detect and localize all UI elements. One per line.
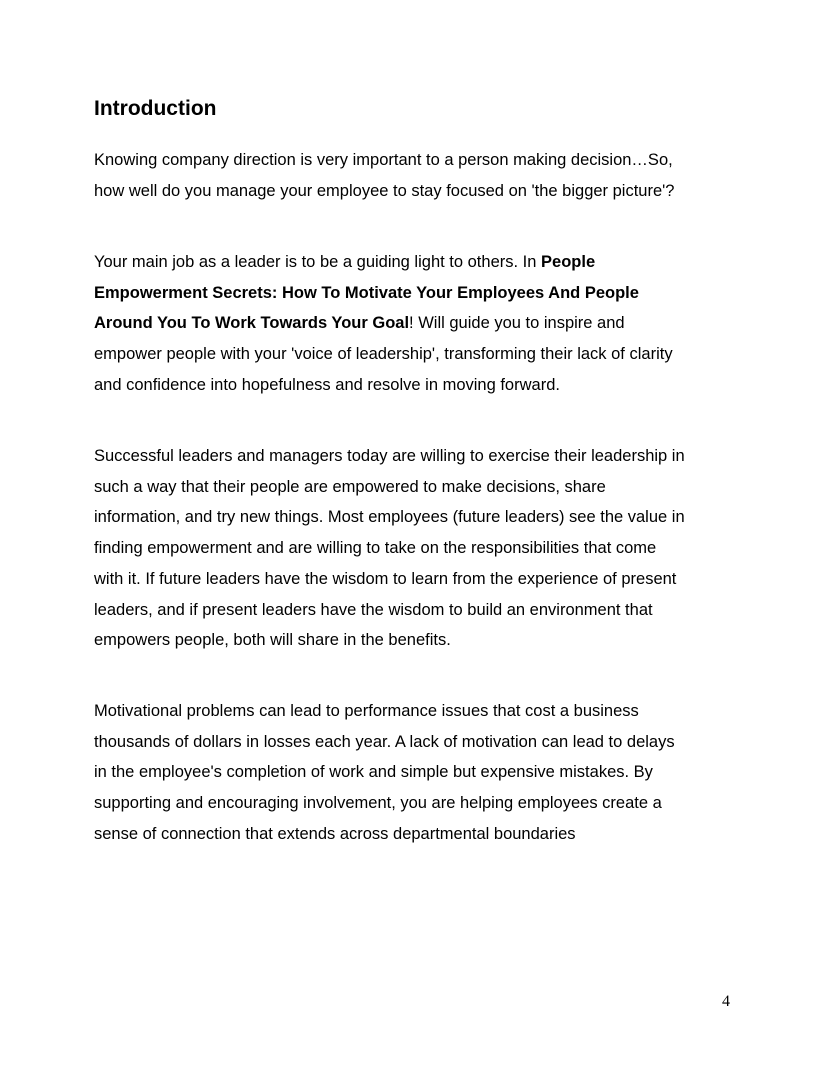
- book-title-part: Around You To Work Towards Your Goal: [94, 314, 410, 333]
- paragraph-line: Successful leaders and managers today are willing to exercise their leadership in: [94, 447, 685, 465]
- paragraph-line: and confidence into hopefulness and resolve in moving forward.: [94, 375, 560, 394]
- paragraph-line: such a way that their people are empowered to make decisions, share: [94, 477, 606, 496]
- paragraph-line: how well do you manage your employee to stay focused on 'the bigger picture'?: [94, 181, 675, 200]
- page-number: 4: [722, 993, 730, 1010]
- paragraph-line: [94, 247, 744, 278]
- paragraph-line: Motivational problems can lead to performance issues that cost a business: [94, 702, 639, 720]
- paragraph-line: supporting and encouraging involvement, you are helping employees create a: [94, 794, 662, 813]
- paragraph-line: leaders, and if present leaders have the wisdom to build an environment that: [94, 600, 653, 619]
- paragraph-line: in the employee's completion of work and simple but expensive mistakes. By: [94, 763, 653, 782]
- text-run: ! Will guide you to inspire and: [409, 314, 625, 333]
- text-run: Your main job as a leader is to be a guiding light to others. In: [94, 253, 542, 271]
- paragraph-line: Knowing company direction is very important to a person making decision…So,: [94, 151, 673, 169]
- paragraph-line: with it. If future leaders have the wisdom to learn from the experience of present: [94, 569, 677, 588]
- paragraph-main-job: [94, 247, 744, 401]
- paragraph-line: [94, 308, 744, 339]
- paragraph-line: information, and try new things. Most employees (future leaders) see the value in: [94, 508, 685, 527]
- paragraph-line: finding empowerment and are willing to take on the responsibilities that come: [94, 539, 657, 558]
- book-title-part: Empowerment Secrets: How To Motivate Your Employees And People: [94, 283, 639, 302]
- paragraph-motivational-problems: [94, 696, 744, 850]
- paragraph-line: thousands of dollars in losses each year. A lack of motivation can lead to delays: [94, 732, 675, 751]
- paragraph-line: empowers people, both will share in the benefits.: [94, 631, 451, 650]
- paragraph-line: empower people with your 'voice of leadership', transforming their lack of clarity: [94, 345, 673, 364]
- paragraph-successful-leaders: [94, 441, 744, 656]
- paragraph-intro: [94, 145, 744, 206]
- section-heading: Introduction: [94, 97, 217, 120]
- book-title-part: People: [541, 253, 596, 271]
- paragraph-line: sense of connection that extends across departmental boundaries: [94, 824, 576, 843]
